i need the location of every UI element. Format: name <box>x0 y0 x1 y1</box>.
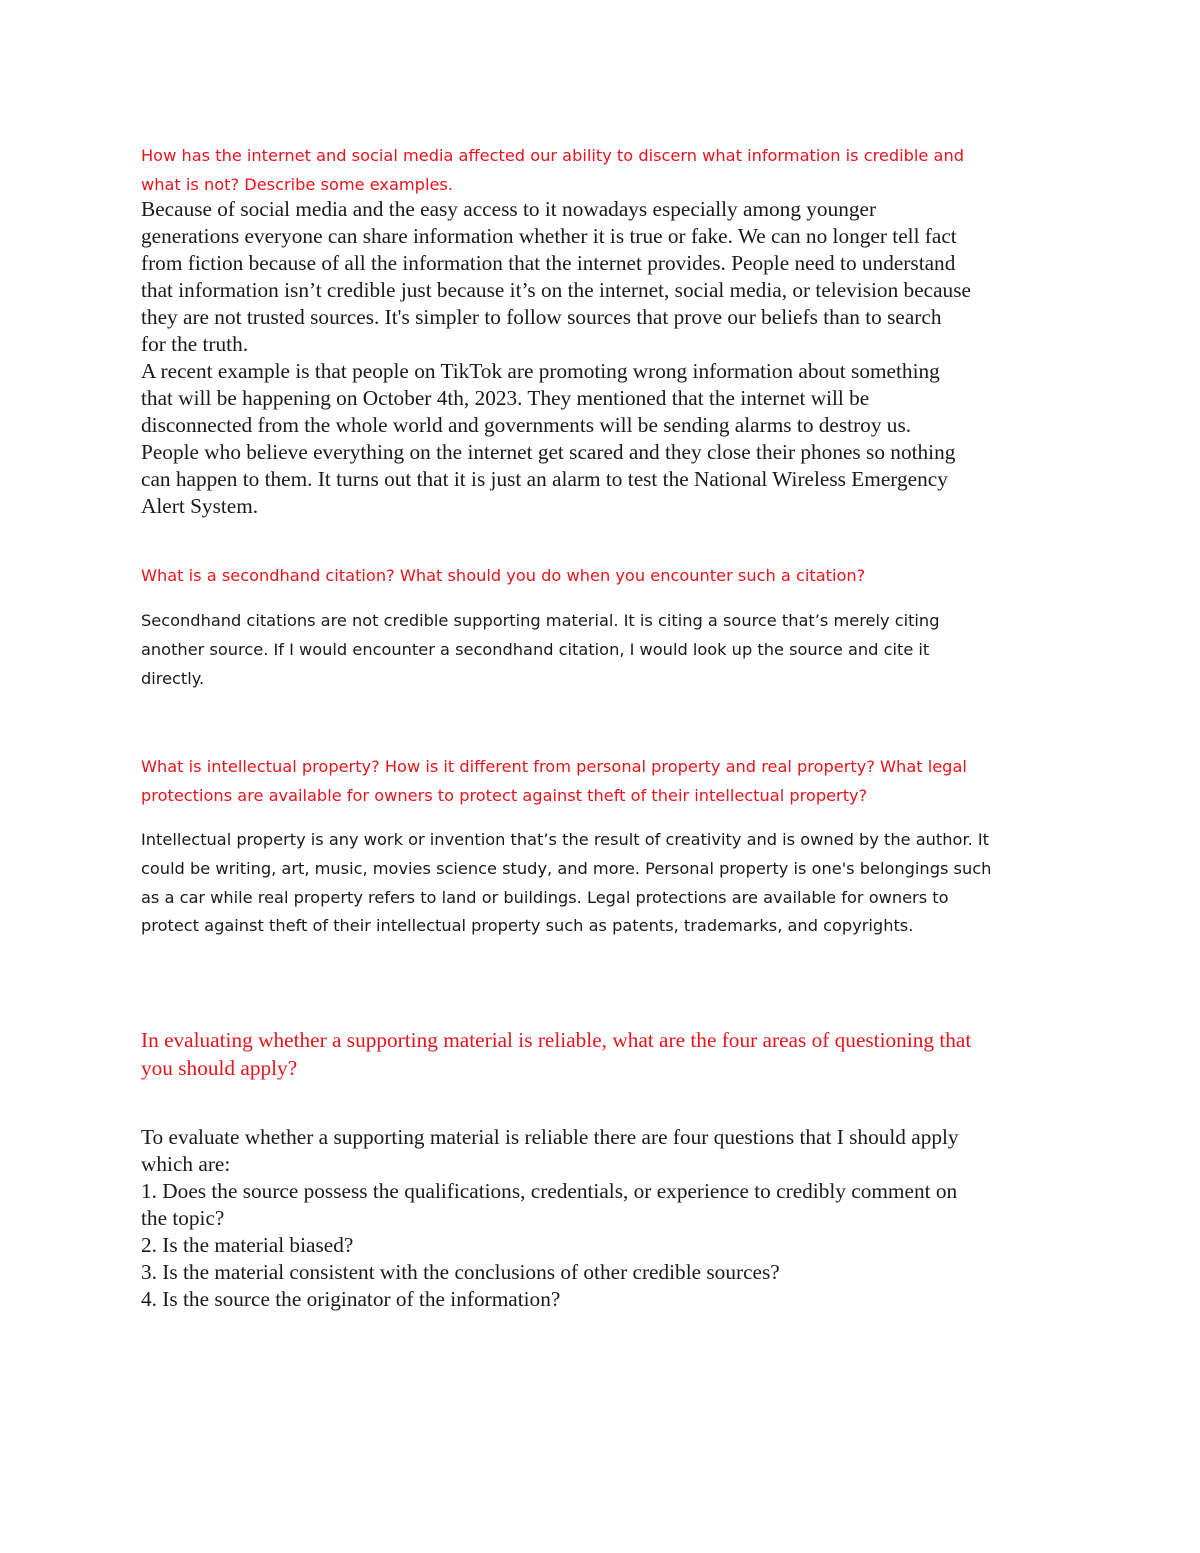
answer-4-list-item: 1. Does the source possess the qualifications, credentials, or experience to credibly comment on <box>141 1179 958 1203</box>
answer-1-line: can happen to them. It turns out that it is just an alarm to test the National Wireless Emergency <box>141 467 948 491</box>
question-3 <box>141 753 967 811</box>
answer-1-line: that will be happening on October 4th, 2023. They mentioned that the internet will be <box>141 386 870 410</box>
question-2 <box>141 562 865 591</box>
answer-1-line: that information isn’t credible just because it’s on the internet, social media, or television because <box>141 278 971 302</box>
answer-1-line: A recent example is that people on TikTok are promoting wrong information about something <box>141 359 940 383</box>
answer-3 <box>141 826 991 941</box>
answer-1-line: they are not trusted sources. It's simpler to follow sources that prove our beliefs than to search <box>141 305 942 329</box>
answer-1-paragraph-1 <box>141 196 971 358</box>
question-4-line: In evaluating whether a supporting material is reliable, what are the four areas of questioning that <box>141 1028 972 1052</box>
question-4 <box>141 1026 971 1082</box>
answer-4-line: which are: <box>141 1152 231 1176</box>
answer-3-line: Intellectual property is any work or invention that’s the result of creativity and is owned by the author. It <box>141 830 990 849</box>
question-4-line: you should apply? <box>141 1056 298 1080</box>
answer-4-list-item: 4. Is the source the originator of the information? <box>141 1287 561 1311</box>
question-2-line: What is a secondhand citation? What should you do when you encounter such a citation? <box>141 566 866 585</box>
question-1-line: How has the internet and social media affected our ability to discern what information is credible and <box>141 146 964 165</box>
answer-1-line: generations everyone can share information whether it is true or fake. We can no longer tell fact <box>141 224 957 248</box>
answer-2 <box>141 607 939 693</box>
answer-2-line: directly. <box>141 668 205 688</box>
answer-4-list-item: the topic? <box>141 1206 225 1230</box>
question-3-line: protections are available for owners to protect against theft of their intellectual property? <box>141 785 868 805</box>
answer-2-line: Secondhand citations are not credible supporting material. It is citing a source that’s merely citing <box>141 611 940 630</box>
answer-2-line: another source. If I would encounter a secondhand citation, I would look up the source and cite it <box>141 639 930 659</box>
answer-1-line: for the truth. <box>141 332 249 356</box>
question-3-line: What is intellectual property? How is it different from personal property and real property? What legal <box>141 757 967 776</box>
answer-1-line: from fiction because of all the information that the internet provides. People need to understand <box>141 251 956 275</box>
answer-1-line: Because of social media and the easy access to it nowadays especially among younger <box>141 197 877 221</box>
answer-4-list-item: 3. Is the material consistent with the conclusions of other credible sources? <box>141 1260 780 1284</box>
answer-3-line: protect against theft of their intellectual property such as patents, trademarks, and copyrights. <box>141 916 914 936</box>
answer-1-line: disconnected from the whole world and governments will be sending alarms to destroy us. <box>141 413 912 437</box>
answer-3-line: as a car while real property refers to land or buildings. Legal protections are available for owners to <box>141 887 949 907</box>
answer-1-line: People who believe everything on the internet get scared and they close their phones so nothing <box>141 440 956 464</box>
answer-1-paragraph-2 <box>141 358 955 520</box>
answer-4 <box>141 1124 959 1313</box>
answer-4-line: To evaluate whether a supporting material is reliable there are four questions that I should apply <box>141 1125 959 1149</box>
answer-1-line: Alert System. <box>141 494 259 518</box>
question-1-line: what is not? Describe some examples. <box>141 174 453 194</box>
answer-3-line: could be writing, art, music, movies science study, and more. Personal property is one's belongings such <box>141 858 992 878</box>
answer-4-list-item: 2. Is the material biased? <box>141 1233 354 1257</box>
question-1 <box>141 142 964 200</box>
